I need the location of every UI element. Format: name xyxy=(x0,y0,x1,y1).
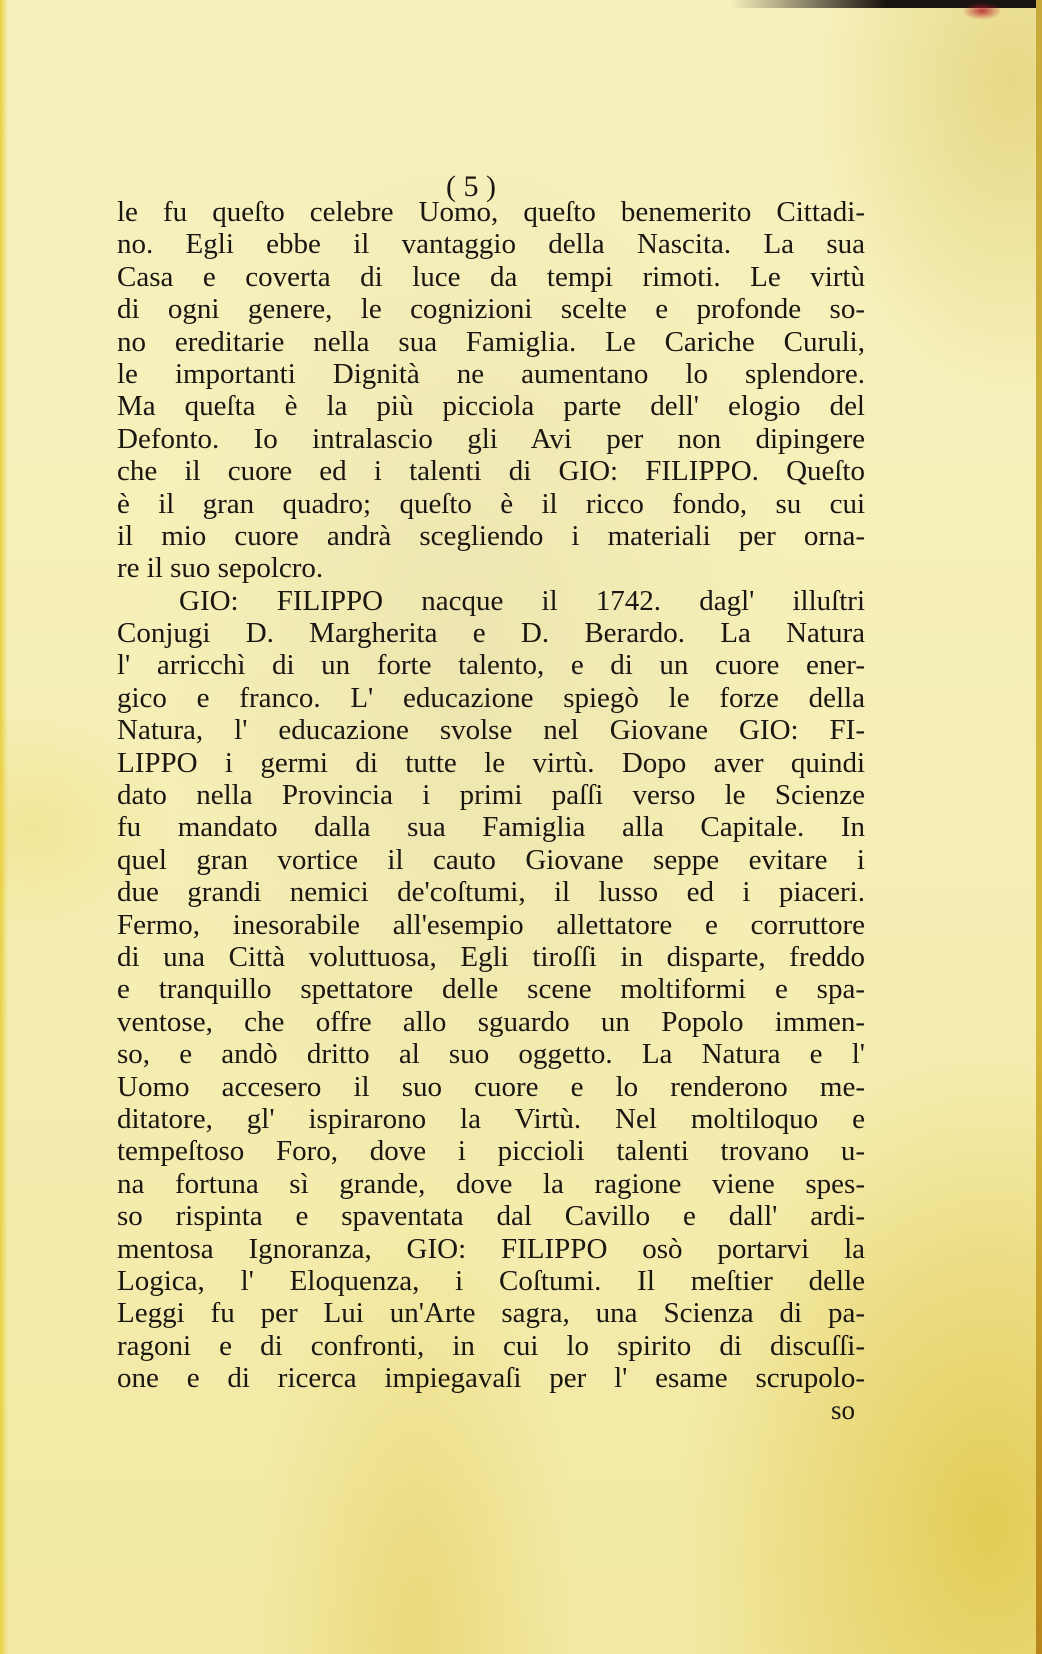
text-line: che il cuore ed i talenti di GIO: FILIPPO. Queſto xyxy=(117,455,865,488)
text-line: è il gran quadro; queſto è il ricco fondo, su cui xyxy=(117,487,865,520)
text-line: quel gran vortice il cauto Giovane seppe evitare i xyxy=(117,843,865,876)
text-line: di ogni genere, le cognizioni scelte e profonde so- xyxy=(117,293,865,326)
text-line: tempeſtoso Foro, dove i piccioli talenti trovano u- xyxy=(117,1135,865,1168)
text-line: Ma queſta è la più picciola parte dell' elogio del xyxy=(117,390,865,423)
text-line: ragoni e di confronti, in cui lo spirito di discuſſi- xyxy=(117,1329,865,1362)
page-left-edge xyxy=(0,0,8,1654)
text-line: gico e franco. L' educazione spiegò le forze della xyxy=(117,681,865,714)
text-line: il mio cuore andrà scegliendo i materiali per orna- xyxy=(117,519,865,552)
text-line: GIO: FILIPPO nacque il 1742. dagl' illuſtri xyxy=(179,584,865,617)
page-right-edge xyxy=(1036,0,1042,1654)
text-line: Natura, l' educazione svolse nel Giovane GIO: FI- xyxy=(117,714,865,747)
text-line: l' arricchì di un forte talento, e di un cuore ener- xyxy=(117,649,865,682)
text-line: Uomo accesero il suo cuore e lo renderono me- xyxy=(117,1070,865,1103)
text-line: le importanti Dignità ne aumentano lo splendore. xyxy=(117,357,865,390)
text-line: Casa e coverta di luce da tempi rimoti. Le virtù xyxy=(117,260,865,293)
text-line: no. Egli ebbe il vantaggio della Nascita. La sua xyxy=(117,228,865,261)
text-line: due grandi nemici de'coſtumi, il lusso ed i piaceri. xyxy=(117,876,865,909)
catchword: so xyxy=(830,1395,855,1426)
text-lines xyxy=(117,196,865,1394)
text-line: one e di ricerca impiegavaſi per l' esame scrupolo- xyxy=(117,1362,865,1395)
text-line: re il suo sepolcro. xyxy=(117,552,324,585)
page-top-edge xyxy=(0,0,1042,8)
text-line: ventose, che offre allo sguardo un Popolo immen- xyxy=(117,1005,865,1038)
text-line: ditatore, gl' ispirarono la Virtù. Nel moltiloquo e xyxy=(117,1102,865,1135)
text-line: di una Città voluttuosa, Egli tiroſſi in disparte, freddo xyxy=(117,940,865,973)
text-line: so, e andò dritto al suo oggetto. La Natura e l' xyxy=(117,1038,865,1071)
text-line: dato nella Provincia i primi paſſi verso le Scienze xyxy=(117,779,865,812)
text-line: Logica, l' Eloquenza, i Coſtumi. Il meſtier delle xyxy=(117,1264,865,1297)
text-line: mentosa Ignoranza, GIO: FILIPPO osò portarvi la xyxy=(117,1232,865,1265)
text-line: e tranquillo spettatore delle scene moltiformi e spa- xyxy=(117,973,865,1006)
text-line: LIPPO i germi di tutte le virtù. Dopo aver quindi xyxy=(117,746,865,779)
text-line: fu mandato dalla sua Famiglia alla Capitale. In xyxy=(117,811,865,844)
text-line: le fu queſto celebre Uomo, queſto benemerito Cittadi- xyxy=(117,196,865,228)
text-line: so rispinta e spaventata dal Cavillo e dall' ardi- xyxy=(117,1200,865,1233)
text-line: no ereditarie nella sua Famiglia. Le Cariche Curuli, xyxy=(117,325,865,358)
text-line: Leggi fu per Lui un'Arte sagra, una Scienza di pa- xyxy=(117,1297,865,1330)
text-line: na fortuna sì grande, dove la ragione viene spes- xyxy=(117,1167,865,1200)
text-line: Fermo, inesorabile all'esempio allettatore e corruttore xyxy=(117,908,865,941)
red-stain xyxy=(962,2,1002,20)
text-line: Defonto. Io intralascio gli Avi per non dipingere xyxy=(117,422,865,455)
page-text xyxy=(117,172,865,1426)
text-line: Conjugi D. Margherita e D. Berardo. La Natura xyxy=(117,617,865,650)
page-number: ( 5 ) xyxy=(446,170,496,203)
